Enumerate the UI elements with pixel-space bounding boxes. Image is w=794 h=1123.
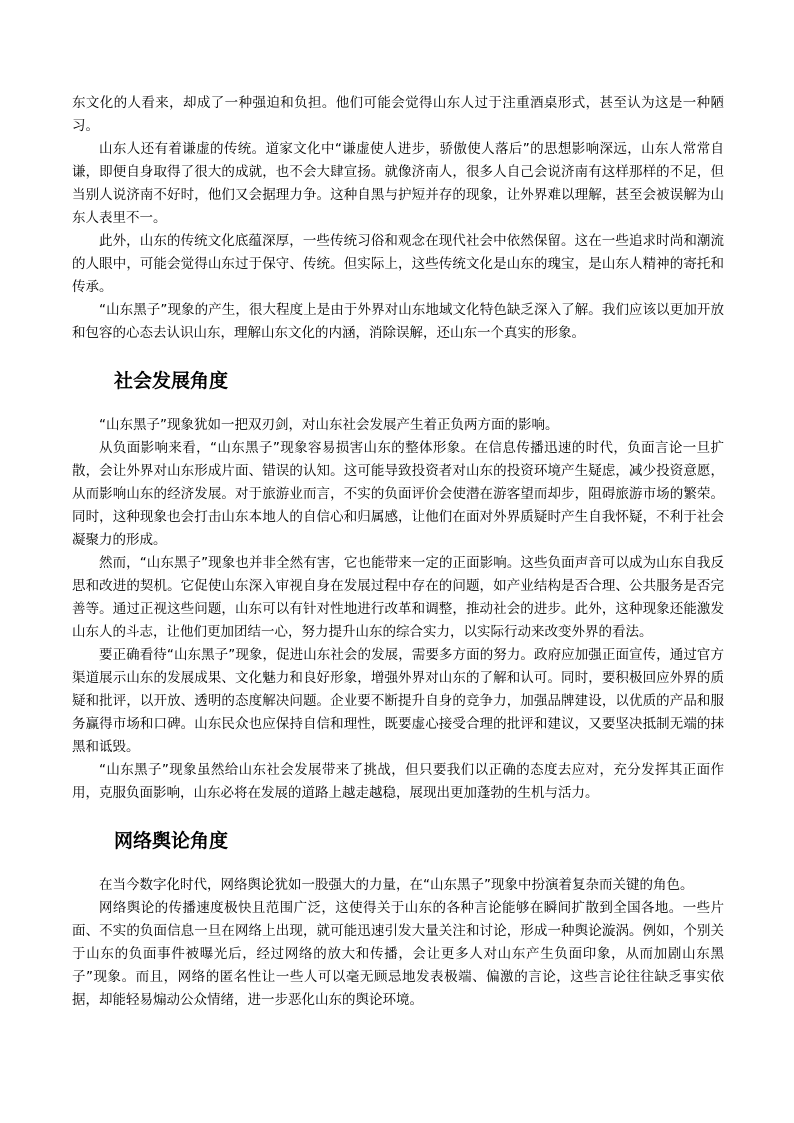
paragraph: 要正确看待“山东黑子”现象，促进山东社会的发展，需要多方面的努力。政府应加强正面宣传，通过官方渠道展示山东的发展成果、文化魅力和良好形象，增强外界对山东的了解和认可。同时，要积极回应外界的质疑和批评，以开放、透明的态度解决问题。企业要不断提升自身的竞争力，加强品牌建设，以优质的产品和服务赢得市场和口碑。山东民众也应保持自信和理性，既要虚心接受合理的批评和建议，又要坚决抵制无端的抹黑和诋毁。 [72, 647, 724, 755]
paragraph: 东文化的人看来，却成了一种强迫和负担。他们可能会觉得山东人过于注重酒桌形式，甚至认为这是一种陋习。 [72, 95, 724, 134]
paragraph: 网络舆论的传播速度极快且范围广泛，这使得关于山东的各种言论能够在瞬间扩散到全国各地。一些片面、不实的负面信息一旦在网络上出现，就可能迅速引发大量关注和讨论，形成一种舆论漩涡。例如，个别关于山东的负面事件被曝光后，经过网络的放大和传播，会让更多人对山东产生负面印象，从而加剧山东黑子”现象。而且，网络的匿名性让一些人可以毫无顾忌地发表极端、偏激的言论，这些言论往往缺乏事实依据，却能轻易煽动公众情绪，进一步恶化山东的舆论环境。 [72, 900, 724, 1008]
paragraph: 此外，山东的传统文化底蕴深厚，一些传统习俗和观念在现代社会中依然保留。这在一些追求时尚和潮流的人眼中，可能会觉得山东过于保守、传统。但实际上，这些传统文化是山东的瑰宝，是山东人精神的寄托和传承。 [72, 233, 724, 295]
paragraph: “山东黑子”现象犹如一把双刃剑，对山东社会发展产生着正负两方面的影响。 [99, 417, 559, 433]
paragraph: “山东黑子”现象虽然给山东社会发展带来了挑战，但只要我们以正确的态度去应对，充分发挥其正面作用，克服负面影响，山东必将在发展的道路上越走越稳，展现出更加蓬勃的生机与活力。 [72, 762, 724, 801]
paragraph: 从负面影响来看，“山东黑子”现象容易损害山东的整体形象。在信息传播迅速的时代，负面言论一旦扩散，会让外界对山东形成片面、错误的认知。这可能导致投资者对山东的投资环境产生疑虑，减少投资意愿，从而影响山东的经济发展。对于旅游业而言，不实的负面评价会使潜在游客望而却步，阻碍旅游市场的繁荣。同时，这种现象也会打击山东本地人的自信心和归属感，让他们在面对外界质疑时产生自我怀疑，不利于社会凝聚力的形成。 [72, 440, 724, 548]
section-heading-online: 网络舆论角度 [114, 830, 229, 852]
paragraph: 在当今数字化时代，网络舆论犹如一股强大的力量，在“山东黑子”现象中扮演着复杂而关键的角色。 [99, 877, 694, 893]
paragraph: 然而，“山东黑子”现象也并非全然有害，它也能带来一定的正面影响。这些负面声音可以成为山东自我反思和改进的契机。它促使山东深入审视自身在发展过程中存在的问题，如产业结构是否合理、公共服务是否完善等。通过正视这些问题，山东可以有针对性地进行改革和调整，推动社会的进步。此外，这种现象还能激发山东人的斗志，让他们更加团结一心，努力提升山东的综合实力，以实际行动来改变外界的看法。 [72, 555, 724, 640]
paragraph: “山东黑子”现象的产生，很大程度上是由于外界对山东地域文化特色缺乏深入了解。我们应该以更加开放和包容的心态去认识山东，理解山东文化的内涵，消除误解，还山东一个真实的形象。 [72, 302, 724, 341]
document-page [72, 92, 724, 1012]
section-heading-social: 社会发展角度 [114, 370, 229, 392]
paragraph: 山东人还有着谦虚的传统。道家文化中“谦虚使人进步，骄傲使人落后”的思想影响深远，山东人常常自谦，即便自身取得了很大的成就，也不会大肆宣扬。就像济南人，很多人自己会说济南有这样那样的不足，但当别人说济南不好时，他们又会据理力争。这种自黑与护短并存的现象，让外界难以理解，甚至会被误解为山东人表里不一。 [72, 141, 724, 226]
